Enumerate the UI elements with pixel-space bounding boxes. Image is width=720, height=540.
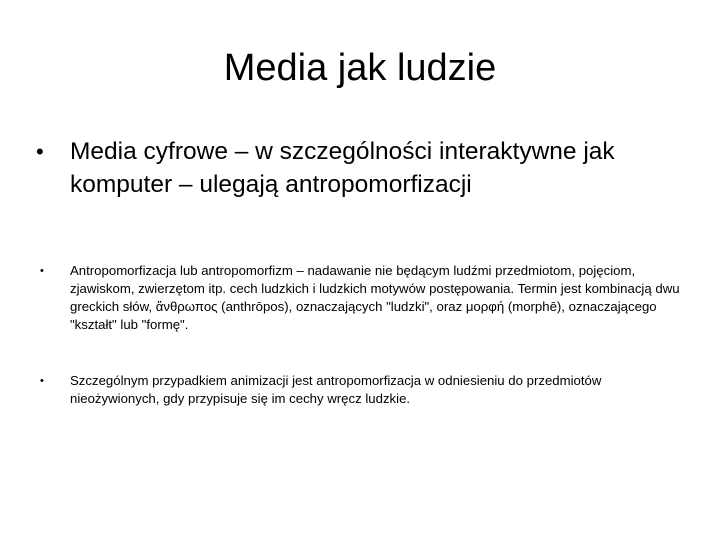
bullet-text: Szczególnym przypadkiem animizacji jest antropomorfizacja w odniesieniu do przedmiotów nieożywionych, gdy przypisuje się im cechy wręcz ludzkie. <box>70 373 602 406</box>
bullet-marker: • <box>36 139 44 164</box>
slide-title: Media jak ludzie <box>223 47 497 89</box>
bullet-item-definition <box>40 262 690 334</box>
bullet-text: Media cyfrowe – w szczególności interaktywne jak komputer – ulegają antropomorfizacji <box>70 138 615 198</box>
bullet-text: Antropomorfizacja lub antropomorfizm – nadawanie nie będącym ludźmi przedmiotom, pojęciom, zjawiskom, zwierzętom itp. cech ludzkich i ludzkich motywów postępowania. Termin jest kombinacją dwu greckich słów, ἄνθρωπος (anthrōpos), oznaczających "ludzki", oraz μορφή (morphē), oznaczającego "kształt" lub "formę". <box>70 263 680 332</box>
bullet-item-main <box>36 135 696 201</box>
bullet-marker: • <box>40 265 44 277</box>
bullet-marker: • <box>40 375 44 387</box>
bullet-item-animization <box>40 372 690 408</box>
